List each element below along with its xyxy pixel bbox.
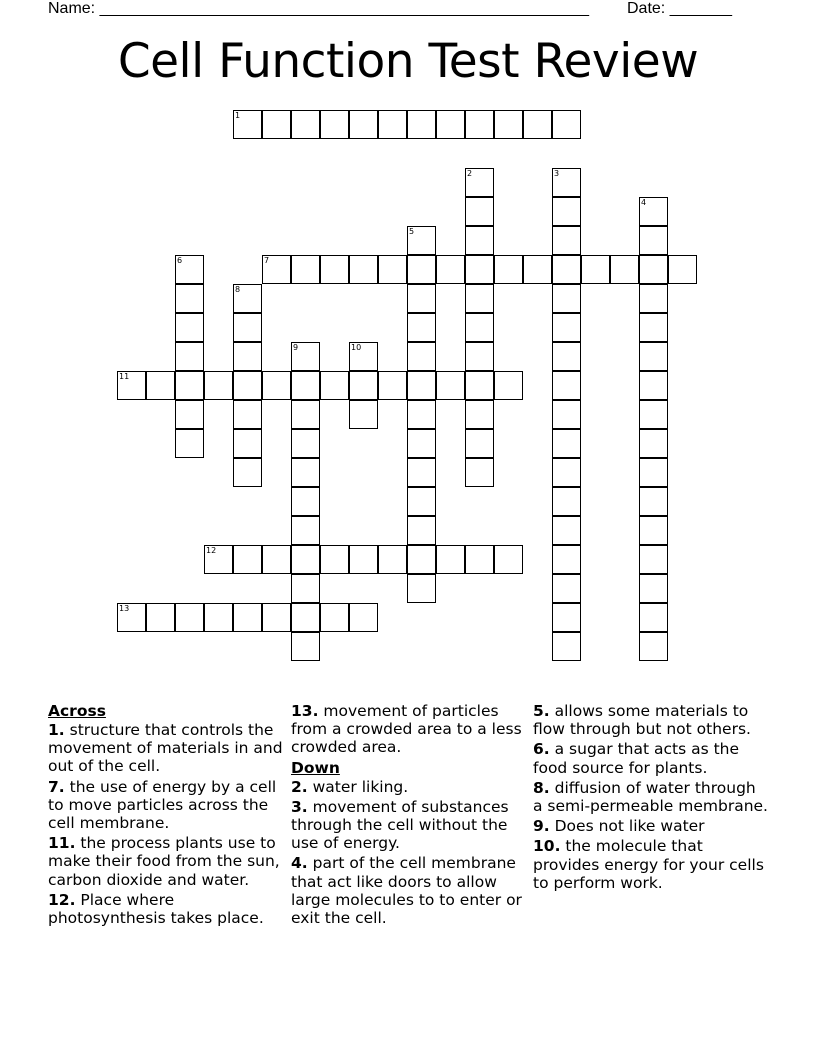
clue-number-label: 5 [409,227,415,236]
clue-text: the use of energy by a cell to move particles across the cell membrane. [48,777,277,833]
clue-column-2 [291,702,527,929]
clue-down-4 [291,854,527,927]
crossword-cell[interactable] [552,574,581,603]
crossword-cell[interactable] [407,429,436,458]
crossword-cell[interactable] [639,603,668,632]
across-heading: Across [48,702,106,720]
crossword-cell[interactable] [639,458,668,487]
crossword-cell[interactable] [552,516,581,545]
crossword-cell[interactable] [349,371,378,400]
crossword-cell[interactable] [349,110,378,139]
crossword-cell[interactable] [465,429,494,458]
clue-text: water liking. [312,777,409,796]
crossword-cell[interactable] [494,545,523,574]
crossword-cell[interactable] [552,429,581,458]
crossword-cell[interactable] [639,545,668,574]
crossword-cell[interactable] [407,400,436,429]
crossword-cell[interactable] [465,226,494,255]
clue-text: the molecule that provides energy for your cells to perform work. [533,837,764,892]
crossword-cell[interactable] [639,226,668,255]
crossword-cell[interactable] [349,342,378,371]
crossword-cell[interactable] [465,545,494,574]
crossword-cell[interactable] [378,255,407,284]
crossword-cell[interactable] [552,197,581,226]
crossword-cell[interactable] [610,255,639,284]
crossword-cell[interactable] [668,255,697,284]
crossword-cell[interactable] [494,255,523,284]
crossword-cell[interactable] [233,313,262,342]
crossword-cell[interactable] [320,545,349,574]
crossword-cell[interactable] [146,371,175,400]
crossword-cell[interactable] [465,400,494,429]
clue-number: 2. [291,777,308,796]
clue-down-9 [533,817,769,835]
crossword-cell[interactable] [407,313,436,342]
crossword-cell[interactable] [552,284,581,313]
crossword-cell[interactable] [378,545,407,574]
crossword-cell[interactable] [291,400,320,429]
crossword-cell[interactable] [552,487,581,516]
crossword-cell[interactable] [639,516,668,545]
clue-text: movement of particles from a crowded area to a less crowded area. [291,702,522,757]
clue-text: Does not like water [554,817,705,836]
crossword-cell[interactable] [204,371,233,400]
crossword-cell[interactable] [639,371,668,400]
clue-text: a sugar that acts as the food source for plants. [533,740,740,777]
crossword-cell[interactable] [175,284,204,313]
crossword-cell[interactable] [552,371,581,400]
clue-number-label: 4 [641,198,647,207]
crossword-cell[interactable] [146,603,175,632]
clue-number-label: 9 [293,343,299,352]
clue-text: structure that controls the movement of materials in and out of the cell. [48,721,283,776]
crossword-cell[interactable] [378,371,407,400]
crossword-cell[interactable] [320,110,349,139]
down-heading: Down [291,758,340,777]
crossword-cell[interactable] [233,284,262,313]
crossword-cell[interactable] [523,255,552,284]
crossword-cell[interactable] [465,197,494,226]
crossword-cell[interactable] [465,458,494,487]
crossword-cell[interactable] [465,313,494,342]
clue-number-label: 10 [351,343,362,352]
clue-down-8 [533,779,769,815]
crossword-cell[interactable] [581,255,610,284]
crossword-cell[interactable] [552,168,581,197]
crossword-cell[interactable] [291,429,320,458]
clue-text: movement of substances through the cell without the use of energy. [291,797,509,853]
crossword-cell[interactable] [378,110,407,139]
crossword-cell[interactable] [552,255,581,284]
crossword-cell[interactable] [465,371,494,400]
crossword-cell[interactable] [407,342,436,371]
crossword-cell[interactable] [233,545,262,574]
page-title: Cell Function Test Review [117,34,699,89]
crossword-cell[interactable] [436,110,465,139]
crossword-cell[interactable] [233,342,262,371]
crossword-cell[interactable] [552,110,581,139]
crossword-cell[interactable] [233,429,262,458]
crossword-cell[interactable] [639,429,668,458]
clue-number: 8. [533,778,550,797]
crossword-cell[interactable] [291,371,320,400]
clue-number: 6. [533,740,550,759]
clue-number: 10. [533,837,561,856]
crossword-cell[interactable] [117,371,146,400]
name-field: Name: _______________________________________________________ [48,0,589,17]
clue-number: 13. [291,702,319,720]
crossword-cell[interactable] [436,255,465,284]
crossword-cell[interactable] [291,487,320,516]
clue-number: 11. [48,834,76,853]
clue-number: 5. [533,702,550,720]
clue-text: the process plants use to make their food from the sun, carbon dioxide and water. [48,834,280,889]
clue-number: 7. [48,777,65,796]
crossword-cell[interactable] [407,458,436,487]
crossword-cell[interactable] [291,545,320,574]
crossword-cell[interactable] [320,603,349,632]
clue-number: 4. [291,854,308,873]
crossword-cell[interactable] [262,255,291,284]
crossword-cell[interactable] [552,458,581,487]
crossword-cell[interactable] [262,545,291,574]
clue-number-label: 1 [235,111,241,120]
crossword-cell[interactable] [349,603,378,632]
clue-across-13 [291,702,527,757]
crossword-cell[interactable] [262,603,291,632]
clue-number-label: 3 [554,169,560,178]
clue-number: 3. [291,797,308,816]
crossword-cell[interactable] [639,313,668,342]
crossword-cell[interactable] [407,516,436,545]
crossword-cell[interactable] [233,371,262,400]
crossword-cell[interactable] [407,574,436,603]
crossword-cell[interactable] [639,487,668,516]
crossword-cell[interactable] [552,313,581,342]
crossword-cell[interactable] [320,371,349,400]
crossword-cell[interactable] [552,342,581,371]
crossword-cell[interactable] [291,516,320,545]
crossword-cell[interactable] [175,371,204,400]
crossword-cell[interactable] [552,400,581,429]
clue-column-3 [533,702,769,894]
clue-number: 9. [533,817,550,836]
crossword-cell[interactable] [291,110,320,139]
clue-text: allows some materials to flow through but not others. [533,702,751,739]
crossword-cell[interactable] [291,632,320,661]
clue-across-11 [48,834,284,889]
clue-number-label: 7 [264,256,270,265]
crossword-cell[interactable] [552,632,581,661]
crossword-cell[interactable] [465,342,494,371]
crossword-cell[interactable] [175,603,204,632]
crossword-cell[interactable] [262,371,291,400]
crossword-cell[interactable] [436,371,465,400]
crossword-cell[interactable] [523,110,552,139]
crossword-cell[interactable] [494,110,523,139]
crossword-cell[interactable] [465,284,494,313]
crossword-cell[interactable] [436,545,465,574]
crossword-cell[interactable] [639,632,668,661]
crossword-cell[interactable] [291,603,320,632]
crossword-cell[interactable] [552,545,581,574]
clue-text: diffusion of water through a semi-permeable membrane. [533,778,768,816]
clue-text: Place where photosynthesis takes place. [48,890,264,928]
clue-down-6 [533,740,769,776]
crossword-cell[interactable] [407,487,436,516]
crossword-cell[interactable] [552,226,581,255]
crossword-cell[interactable] [639,400,668,429]
crossword-cell[interactable] [233,603,262,632]
crossword-cell[interactable] [233,400,262,429]
crossword-cell[interactable] [465,168,494,197]
crossword-cell[interactable] [407,371,436,400]
clue-down-3 [291,798,527,853]
crossword-cell[interactable] [639,574,668,603]
crossword-cell[interactable] [407,284,436,313]
clue-number: 12. [48,890,76,909]
crossword-cell[interactable] [349,545,378,574]
clue-text: part of the cell membrane that act like doors to allow large molecules to to enter or exit the cell. [291,854,522,928]
clue-number-label: 11 [119,372,130,381]
clue-number-label: 13 [119,604,130,613]
crossword-cell[interactable] [262,110,291,139]
crossword-cell[interactable] [291,458,320,487]
clue-number-label: 2 [467,169,473,178]
crossword-cell[interactable] [175,342,204,371]
clue-down-2 [291,778,527,796]
clue-number-label: 6 [177,256,183,265]
clue-down-5 [533,702,769,738]
crossword-cell[interactable] [291,574,320,603]
crossword-cell[interactable] [465,110,494,139]
crossword-cell[interactable] [349,255,378,284]
crossword-cell[interactable] [175,400,204,429]
crossword-cell[interactable] [639,255,668,284]
crossword-cell[interactable] [175,429,204,458]
crossword-cell[interactable] [494,371,523,400]
crossword-cell[interactable] [407,110,436,139]
crossword-cell[interactable] [233,458,262,487]
crossword-cell[interactable] [639,197,668,226]
clue-down-10 [533,837,769,892]
clue-number-label: 8 [235,285,241,294]
crossword-cell[interactable] [465,255,494,284]
crossword-cell[interactable] [204,545,233,574]
clue-number: 1. [48,721,65,739]
crossword-cell[interactable] [291,342,320,371]
crossword-cell[interactable] [552,603,581,632]
clue-across-7 [48,778,284,833]
crossword-cell[interactable] [233,110,262,139]
date-field: Date: _______ [627,0,732,17]
crossword-cell[interactable] [291,255,320,284]
crossword-cell[interactable] [639,342,668,371]
clue-across-1 [48,721,284,776]
clue-number-label: 12 [206,546,217,555]
crossword-cell[interactable] [407,545,436,574]
crossword-cell[interactable] [320,255,349,284]
crossword-cell[interactable] [349,400,378,429]
clue-across-12 [48,891,284,927]
crossword-cell[interactable] [175,313,204,342]
clue-column-1 [48,702,284,929]
crossword-cell[interactable] [117,603,146,632]
crossword-cell[interactable] [407,226,436,255]
crossword-cell[interactable] [175,255,204,284]
crossword-cell[interactable] [407,255,436,284]
crossword-cell[interactable] [204,603,233,632]
crossword-cell[interactable] [639,284,668,313]
